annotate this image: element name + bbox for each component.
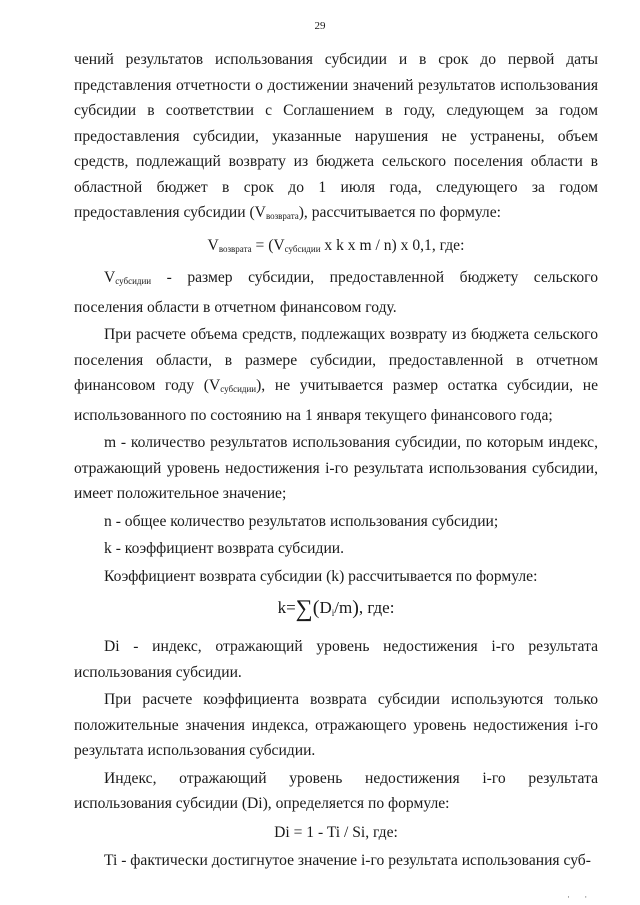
formula-k: k=∑(Di/m), где: (277, 596, 395, 622)
paragraph-positive-values-note: При расчете коэффициента возврата субсидии используются только положительные значения индекса, отражающего уровень недостижения i-го результата использования субсидии. (74, 691, 598, 759)
footer-marks: · · (567, 892, 594, 902)
paragraph-k-formula-intro: Коэффициент возврата субсидии (k) рассчитывается по формуле: (104, 567, 538, 585)
paragraph-n-definition: n - общее количество результатов использования субсидии; (104, 512, 499, 530)
paragraph-v-subsidy-definition: $V_{субсидии}$ - размер субсидии, предоставленной бюджету сельского поселения области в отчетном финансовом году. (74, 269, 598, 316)
formula-return-volume: $V_{возврата} = (V_{субсидии}$ x k x m / n) x 0,1, где: (207, 236, 465, 254)
paragraph-di-formula-intro: Индекс, отражающий уровень недостижения i-го результата использования субсидии (Di), определяется по формуле: (74, 769, 598, 812)
paragraph-m-definition: m - количество результатов использования субсидии, по которым индекс, отражающий уровень недостижения i-го результата использования субсидии, имеет положительное значение; (74, 434, 598, 502)
paragraph-di-definition: Di - индекс, отражающий уровень недостижения i-го результата использования субсидии. (74, 638, 598, 681)
paragraph-ti-definition: Ti - фактически достигнутое значение i-го результата использования суб- (104, 852, 591, 869)
page-number: 29 (314, 20, 326, 32)
paragraph-calculation-note: При расчете объема средств, подлежащих возврату из бюджета сельского поселения области, в размере субсидии, предоставленной в отчетном финансовом году $(V_{субсидии})$, не учитывается размер остатка субсидии, не использованного по состоянию на 1 января текущего финансового года; (74, 326, 598, 424)
document-body (74, 47, 598, 874)
paragraph-continuation: чений результатов использования субсидии и в срок до первой даты представления отчетности о достижении значений результатов использования субсидии в соответствии с Соглашением в году, следующем за годом предоставления субсидии, указанные нарушения не устранены, объем средств, подлежащий возврату из бюджета сельского поселения области в областной бюджет в срок до 1 июля года, следующего за годом предоставления субсидии $(V_{возврата})$, рассчитывается по формуле: (74, 51, 598, 221)
sum-symbol: ∑ (295, 596, 313, 622)
formula-di: Di = 1 - Ti / Si, где: (274, 823, 398, 841)
paragraph-k-definition: k - коэффициент возврата субсидии. (104, 540, 345, 557)
